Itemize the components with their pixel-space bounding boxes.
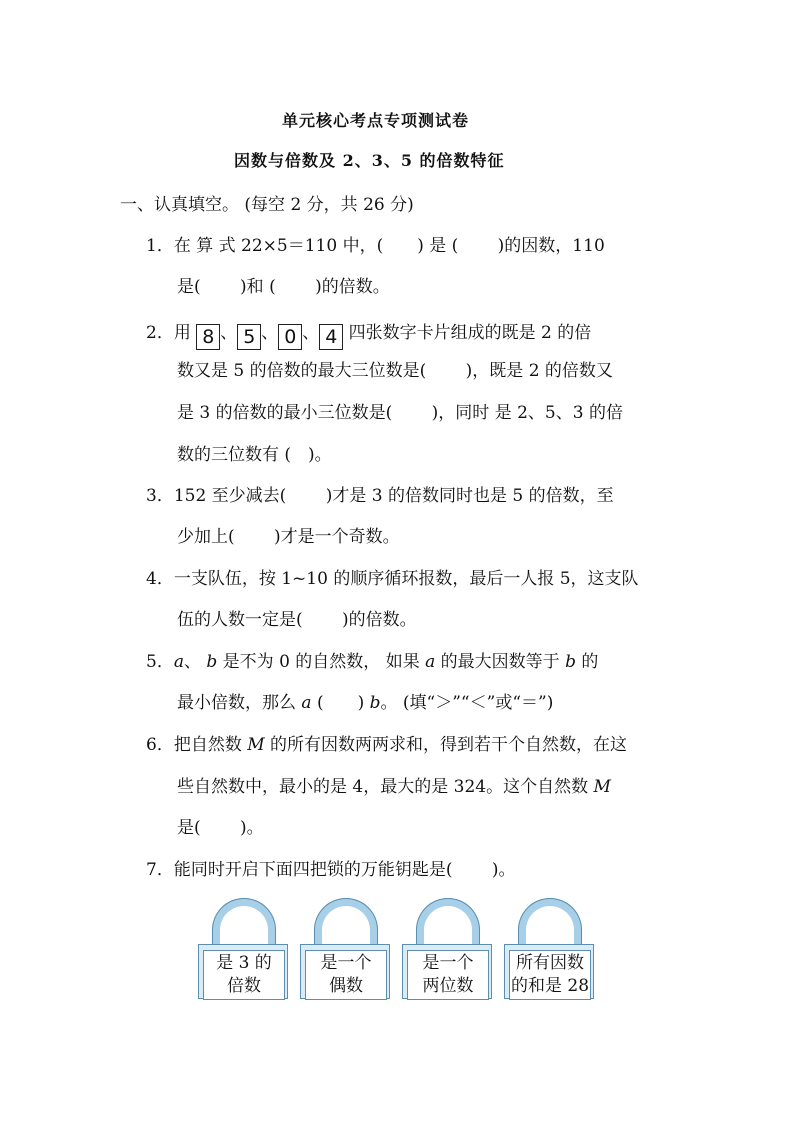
lock-label-line-1: 是一个 xyxy=(422,953,474,973)
separator: 、 xyxy=(302,323,320,343)
lock-label-line-2: 偶数 xyxy=(329,976,363,996)
separator: 、 xyxy=(261,323,279,343)
page-subtitle: 因数与倍数及 2、3、5 的倍数特征 xyxy=(234,151,505,170)
question-6-line-1 xyxy=(146,730,627,755)
question-1-line-1: 1．在 算 式 22×5＝110 中，( ) 是 ( )的因数，110 xyxy=(146,236,605,256)
text-fragment: 的 xyxy=(575,652,599,672)
separator: 、 xyxy=(220,323,238,343)
digit-card-4: 4 xyxy=(319,324,343,350)
section-heading: 一、认真填空。 (每空 2 分，共 26 分) xyxy=(120,195,414,215)
lock-label-line-2: 的和是 28 xyxy=(510,976,590,996)
question-7-line-1: 7．能同时开启下面四把锁的万能钥匙是( )。 xyxy=(146,860,516,880)
text-fragment: 的所有因数两两求和，得到若干个自然数，在这 xyxy=(264,735,628,755)
answer-blank: ( ) xyxy=(311,693,370,713)
question-2-line-1-tail: 四张数字卡片组成的既是 2 的倍 xyxy=(348,323,592,343)
text-fragment: 。 (填“＞”“＜”或“＝”) xyxy=(380,693,554,713)
lock-label-line-1: 是一个 xyxy=(320,953,372,973)
lock-label-line-2: 两位数 xyxy=(422,976,474,996)
text-fragment: 是不为 0 的自然数， 如果 xyxy=(217,652,426,672)
variable-b: b xyxy=(369,693,381,713)
padlock-3 xyxy=(402,898,494,1002)
question-2-line-3: 是 3 的倍数的最小三位数是( )，同时 是 2、5、3 的倍 xyxy=(177,403,623,423)
padlock-2 xyxy=(300,898,392,1002)
text-fragment: 些自然数中，最小的是 4，最大的是 324。这个自然数 xyxy=(177,777,594,797)
question-5-line-2 xyxy=(177,688,553,713)
question-5-number: 5． xyxy=(146,652,174,672)
lock-label-line-1: 是 3 的 xyxy=(216,953,272,973)
digit-card-5: 5 xyxy=(237,324,261,350)
question-5-line-1 xyxy=(146,647,598,672)
lock-label xyxy=(203,950,285,1000)
variable-b: b xyxy=(565,652,576,672)
question-6-line-3: 是( )。 xyxy=(177,818,264,838)
text-fragment: 、 xyxy=(183,652,207,672)
variable-a: a xyxy=(173,652,184,672)
question-3-line-1: 3．152 至少减去( )才是 3 的倍数同时也是 5 的倍数，至 xyxy=(146,486,614,506)
lock-label xyxy=(305,950,387,1000)
text-fragment: 的最大因数等于 xyxy=(435,652,566,672)
lock-label-line-1: 所有因数 xyxy=(516,953,584,973)
question-3-line-2: 少加上( )才是一个奇数。 xyxy=(177,527,400,547)
padlock-4 xyxy=(504,898,596,1002)
question-2-line-1 xyxy=(146,318,591,350)
question-2-line-2: 数又是 5 的倍数的最大三位数是( )，既是 2 的倍数又 xyxy=(177,361,613,381)
variable-a: a xyxy=(301,693,312,713)
digit-card-0: 0 xyxy=(278,324,302,350)
variable-m: M xyxy=(593,777,611,797)
question-4-line-1: 4．一支队伍，按 1~10 的顺序循环报数，最后一人报 5，这支队 xyxy=(146,569,639,589)
question-6-line-2 xyxy=(177,772,611,797)
variable-b: b xyxy=(206,652,218,672)
lock-label xyxy=(509,950,591,1000)
text-fragment: 最小倍数，那么 xyxy=(177,693,302,713)
question-2-line-4: 数的三位数有 ( )。 xyxy=(177,445,332,465)
variable-m: M xyxy=(247,735,265,755)
lock-label xyxy=(407,950,489,1000)
question-1-line-2: 是( )和 ( )的倍数。 xyxy=(177,277,390,297)
question-4-line-2: 伍的人数一定是( )的倍数。 xyxy=(177,610,417,630)
page-title: 单元核心考点专项测试卷 xyxy=(282,111,470,130)
digit-card-8: 8 xyxy=(196,324,220,350)
lock-label-line-2: 倍数 xyxy=(227,976,261,996)
question-2-number: 2．用 xyxy=(146,323,191,343)
padlock-1 xyxy=(198,898,290,1002)
text-fragment: 6．把自然数 xyxy=(146,735,248,755)
variable-a: a xyxy=(425,652,436,672)
